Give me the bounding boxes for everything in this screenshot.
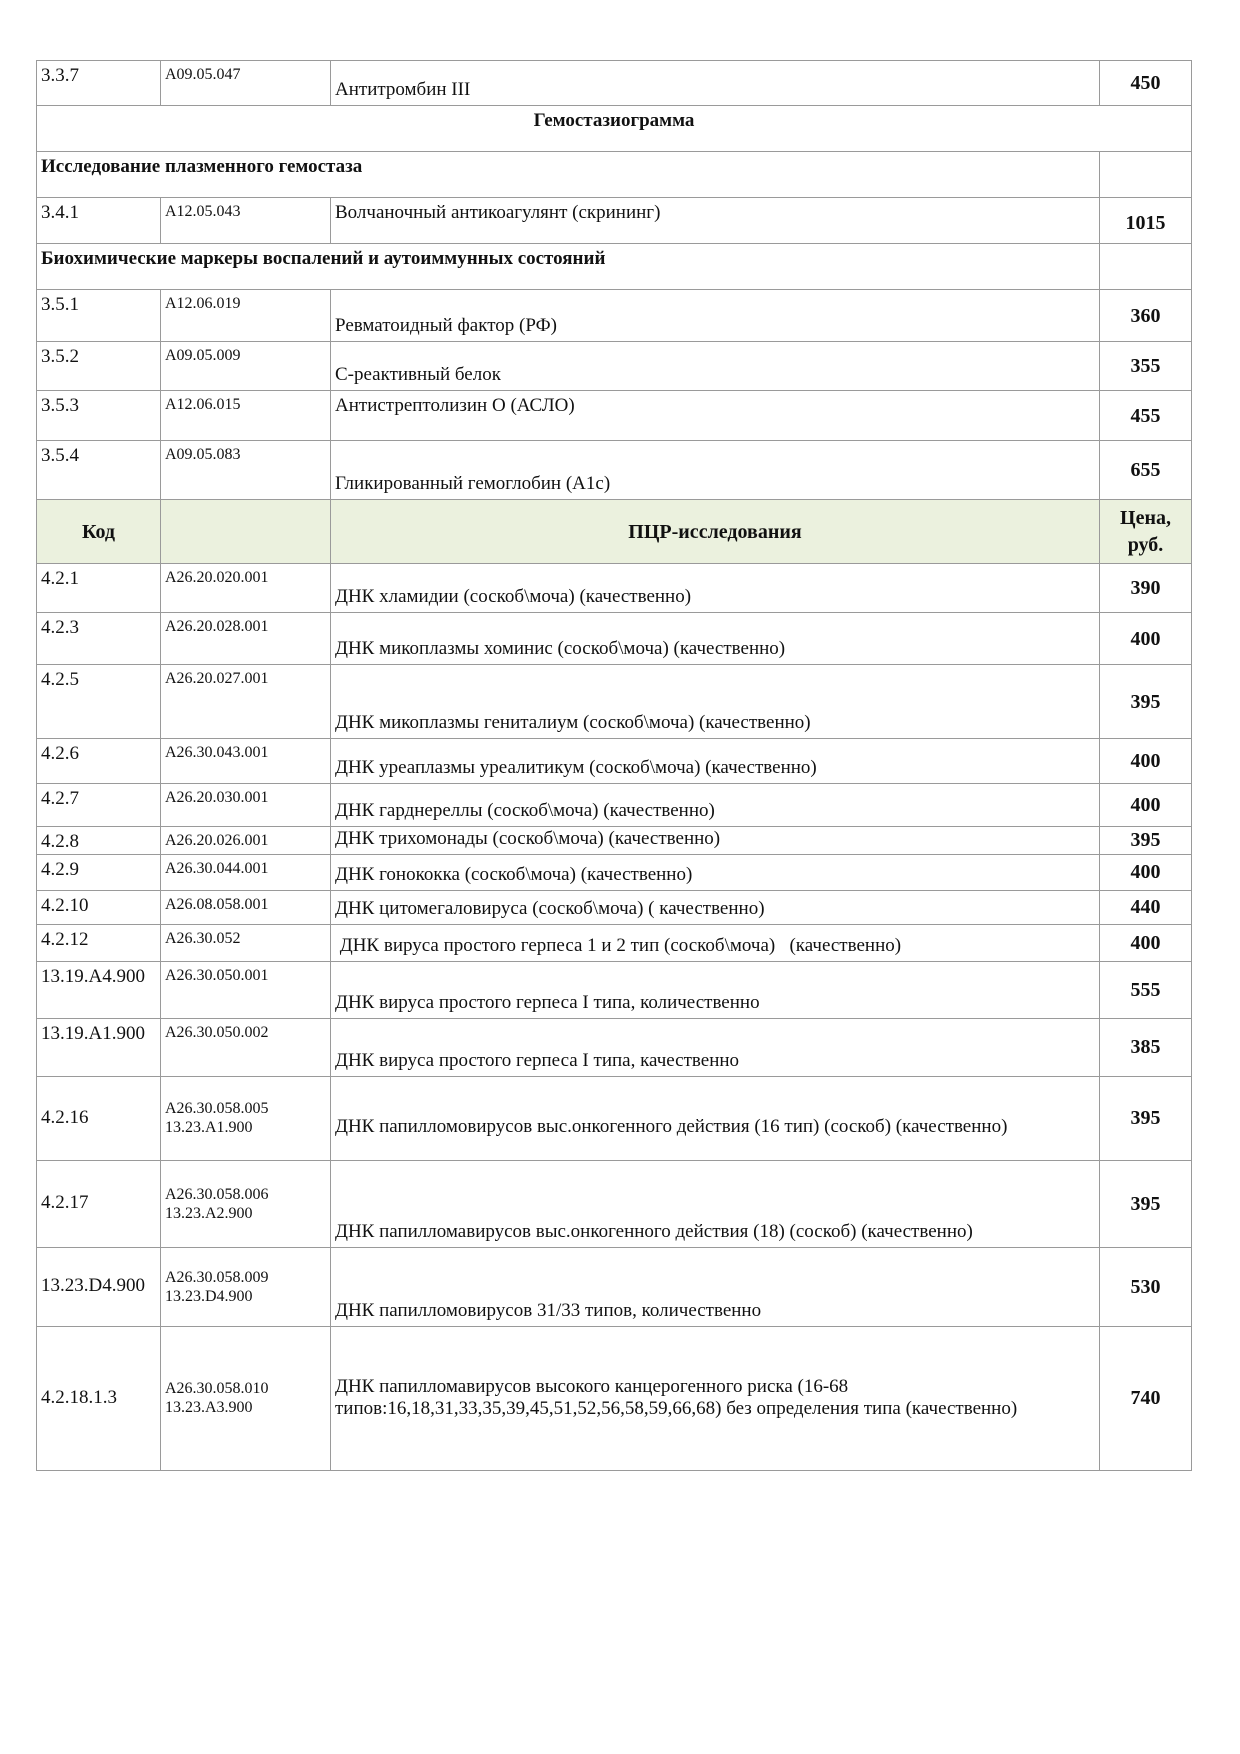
service-name: С-реактивный белок [331,342,1100,391]
service-name: Волчаночный антикоагулянт (скрининг) [331,198,1100,244]
table-row [37,784,1192,827]
subsection-title-plasma: Исследование плазменного гемостаза [37,152,1100,198]
table-row [37,1076,1192,1160]
row-number: 3.3.7 [37,61,161,106]
row-number: 3.5.2 [37,342,161,391]
header-price [1100,500,1192,564]
service-code [161,1160,331,1247]
section-title-hemostasis: Гемостазиограмма [37,106,1192,152]
service-price: 360 [1100,290,1192,342]
service-price: 390 [1100,564,1192,613]
service-name: ДНК вируса простого герпеса I типа, количественно [331,961,1100,1018]
service-name: ДНК хламидии (соскоб\моча) (качественно) [331,564,1100,613]
service-name: Антитромбин III [331,61,1100,106]
service-code: A12.05.043 [161,198,331,244]
table-row [37,290,1192,342]
row-number: 3.5.1 [37,290,161,342]
service-price: 530 [1100,1247,1192,1326]
service-code: A26.20.020.001 [161,564,331,613]
service-code-line1: A26.30.058.010 [165,1380,269,1398]
table-row [37,1247,1192,1326]
service-code: A26.30.052 [161,924,331,961]
service-price: 455 [1100,391,1192,441]
service-price: 395 [1100,827,1192,855]
price-list-table [36,60,1192,1471]
service-price: 395 [1100,1076,1192,1160]
row-number: 4.2.1 [37,564,161,613]
table-row [37,924,1192,961]
service-code-line2: 13.23.A2.900 [165,1204,253,1222]
service-code: A26.30.050.002 [161,1018,331,1076]
table-row [37,1326,1192,1470]
table-row [37,391,1192,441]
service-price: 385 [1100,1018,1192,1076]
service-code: A09.05.047 [161,61,331,106]
row-number: 13.19.A4.900 [37,961,161,1018]
header-empty [161,500,331,564]
service-code: A12.06.015 [161,391,331,441]
service-name: ДНК папилломовирусов выс.онкогенного действия (16 тип) (соскоб) (качественно) [331,1076,1100,1160]
service-code [161,1326,331,1470]
service-name: ДНК папилломовирусов 31/33 типов, количественно [331,1247,1100,1326]
service-code-line2: 13.23.A1.900 [165,1119,253,1137]
service-code-line2: 13.23.D4.900 [165,1287,253,1305]
service-code-line1: A26.30.058.005 [165,1100,269,1118]
row-number: 4.2.9 [37,854,161,890]
empty-price-cell [1100,244,1192,290]
header-price-line1: Цена, [1120,506,1171,529]
header-code: Код [37,500,161,564]
row-number: 13.23.D4.900 [37,1247,161,1326]
table-row [37,61,1192,106]
table-row [37,739,1192,784]
row-number: 4.2.7 [37,784,161,827]
service-code: A26.30.043.001 [161,739,331,784]
service-price: 355 [1100,342,1192,391]
row-number: 4.2.6 [37,739,161,784]
table-row [37,342,1192,391]
service-price: 655 [1100,441,1192,500]
row-number: 3.5.3 [37,391,161,441]
table-row [37,564,1192,613]
service-name: Антистрептолизин О (АСЛО) [331,391,1100,441]
service-price: 395 [1100,1160,1192,1247]
service-code-line1: A26.30.058.006 [165,1185,269,1203]
empty-price-cell [1100,152,1192,198]
subsection-row [37,244,1192,290]
service-name: ДНК папилломавирусов выс.онкогенного действия (18) (соскоб) (качественно) [331,1160,1100,1247]
service-name: ДНК микоплазмы хоминис (соскоб\моча) (качественно) [331,613,1100,665]
service-name: ДНК вируса простого герпеса I типа, качественно [331,1018,1100,1076]
row-number: 3.5.4 [37,441,161,500]
row-number: 4.2.3 [37,613,161,665]
service-code: A26.20.027.001 [161,665,331,739]
table-row [37,1018,1192,1076]
service-name: ДНК цитомегаловируса (соскоб\моча) ( качественно) [331,890,1100,924]
service-name: Ревматоидный фактор (РФ) [331,290,1100,342]
service-price: 400 [1100,739,1192,784]
row-number: 4.2.12 [37,924,161,961]
service-name: ДНК гарднереллы (соскоб\моча) (качественно) [331,784,1100,827]
service-code: A26.30.050.001 [161,961,331,1018]
service-price: 555 [1100,961,1192,1018]
service-code [161,1076,331,1160]
service-code: A26.30.044.001 [161,854,331,890]
table-row [37,198,1192,244]
service-name: ДНК микоплазмы гениталиум (соскоб\моча) (качественно) [331,665,1100,739]
table-row [37,854,1192,890]
service-price: 400 [1100,613,1192,665]
table-row [37,890,1192,924]
service-price: 400 [1100,854,1192,890]
service-name: Гликированный гемоглобин (A1c) [331,441,1100,500]
row-number: 3.4.1 [37,198,161,244]
table-row [37,1160,1192,1247]
service-code: A26.20.030.001 [161,784,331,827]
row-number: 4.2.5 [37,665,161,739]
row-number: 4.2.16 [37,1076,161,1160]
row-number: 13.19.A1.900 [37,1018,161,1076]
service-code: A26.20.028.001 [161,613,331,665]
row-number: 4.2.8 [37,827,161,855]
row-number: 4.2.18.1.3 [37,1326,161,1470]
header-price-line2: руб. [1127,533,1164,556]
table-row [37,665,1192,739]
service-code: A26.08.058.001 [161,890,331,924]
table-row [37,441,1192,500]
section-row [37,106,1192,152]
service-code: A09.05.083 [161,441,331,500]
service-price: 1015 [1100,198,1192,244]
service-name: ДНК папилломавирусов высокого канцерогенного риска (16-68 типов:16,18,31,33,35,39,45,51,52,56,58,59,66,68) без определения типа (качественно) [331,1326,1100,1470]
service-code-line2: 13.23.A3.900 [165,1399,253,1417]
subsection-title-biochem: Биохимические маркеры воспалений и аутоиммунных состояний [37,244,1100,290]
service-name: ДНК гонококка (соскоб\моча) (качественно) [331,854,1100,890]
service-price: 440 [1100,890,1192,924]
service-price: 395 [1100,665,1192,739]
table-row [37,961,1192,1018]
service-code [161,1247,331,1326]
service-code: A09.05.009 [161,342,331,391]
table-header-row [37,500,1192,564]
header-title: ПЦР-исследования [331,500,1100,564]
service-code: A26.20.026.001 [161,827,331,855]
service-price: 740 [1100,1326,1192,1470]
service-code-line1: A26.30.058.009 [165,1268,269,1286]
service-code: A12.06.019 [161,290,331,342]
service-price: 400 [1100,924,1192,961]
row-number: 4.2.17 [37,1160,161,1247]
table-row [37,613,1192,665]
service-price: 450 [1100,61,1192,106]
subsection-row [37,152,1192,198]
service-name: ДНК трихомонады (соскоб\моча) (качественно) [331,827,1100,855]
row-number: 4.2.10 [37,890,161,924]
service-name: ДНК вируса простого герпеса 1 и 2 тип (соскоб\моча) (качественно) [331,924,1100,961]
service-name: ДНК уреаплазмы уреалитикум (соскоб\моча) (качественно) [331,739,1100,784]
service-price: 400 [1100,784,1192,827]
table-row [37,827,1192,855]
